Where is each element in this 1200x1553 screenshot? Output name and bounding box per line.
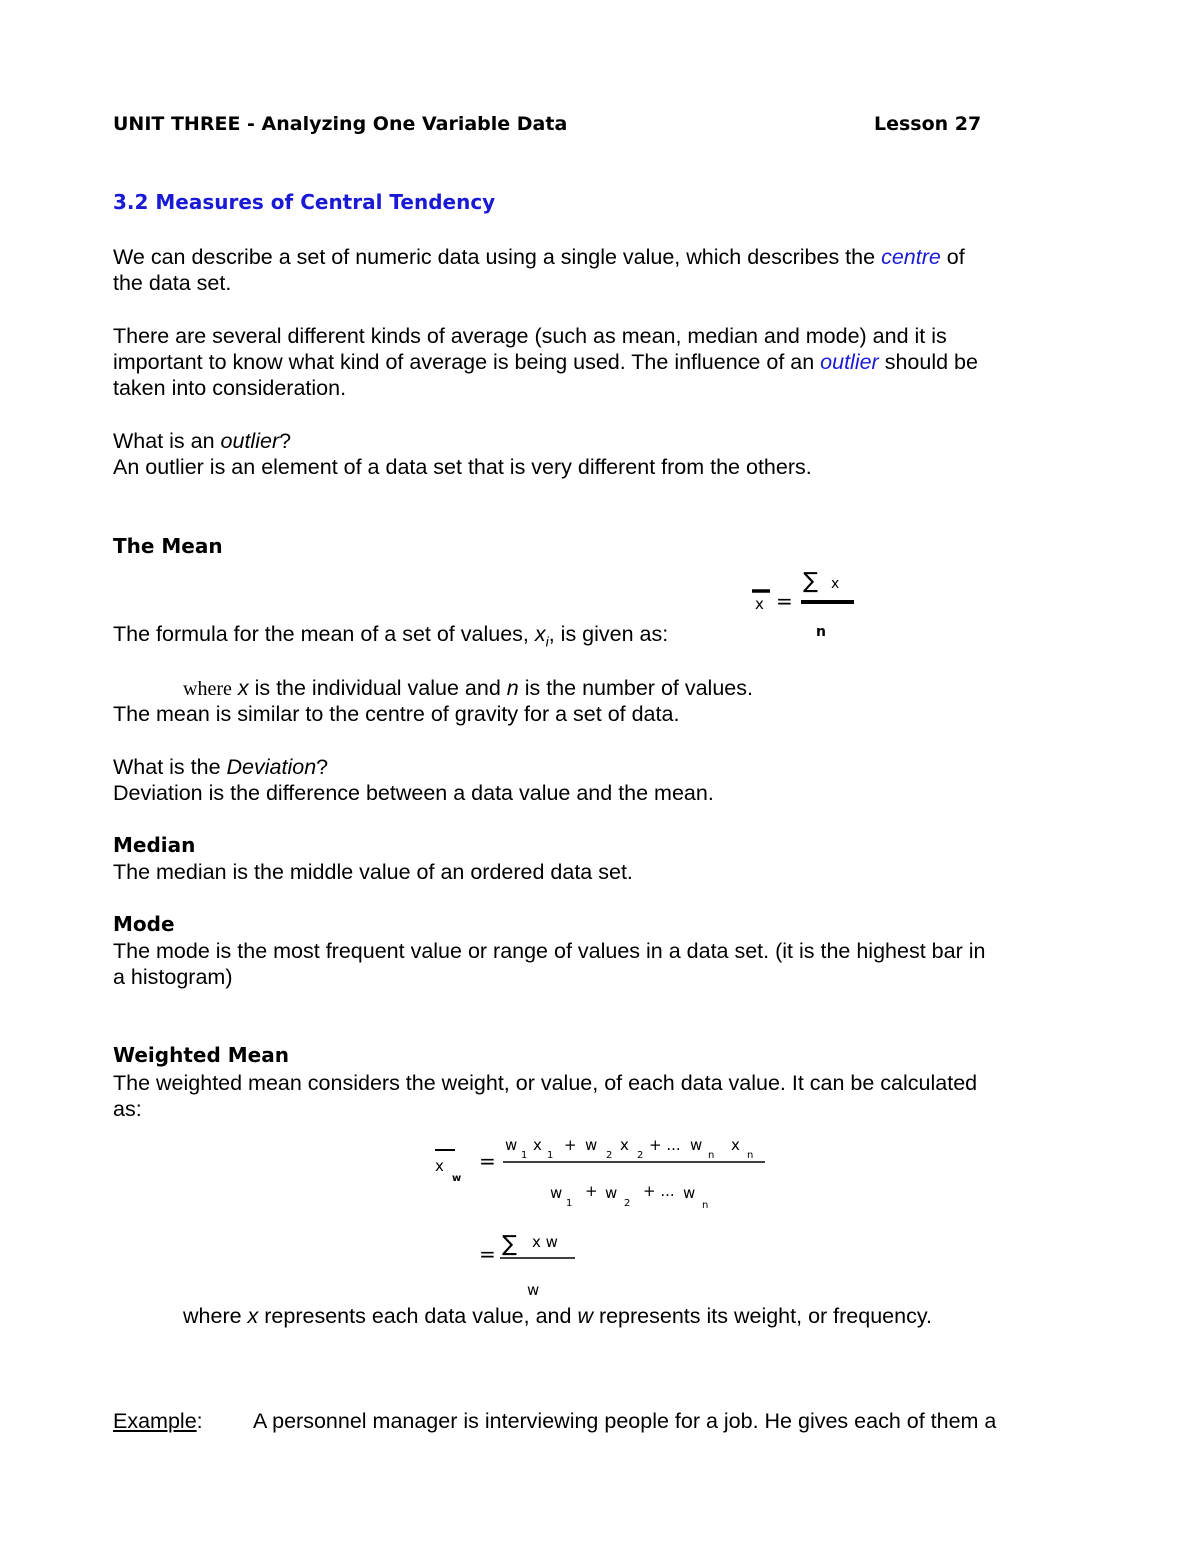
median-text: The median is the middle value of an ordered data set. xyxy=(113,860,633,884)
deviation-answer: Deviation is the difference between a data value and the mean. xyxy=(113,781,714,805)
text: is the number of values. xyxy=(518,676,753,700)
num-x1: x xyxy=(533,1136,542,1154)
example-colon: : xyxy=(196,1409,203,1433)
mode-text: a histogram) xyxy=(113,965,233,989)
den-plus-ellipsis: + ... xyxy=(643,1182,675,1200)
num-sub1: 1 xyxy=(521,1150,528,1161)
heading-median: Median xyxy=(113,833,196,857)
heading-weighted-mean: Weighted Mean xyxy=(113,1043,289,1067)
var-x: x xyxy=(534,622,546,646)
example-text: A personnel manager is interviewing people for a job. He gives each of them a xyxy=(253,1409,997,1433)
term-centre: centre xyxy=(881,245,941,269)
num-x2: x xyxy=(620,1136,629,1154)
text: where xyxy=(183,1304,248,1328)
sigma: ∑ xyxy=(803,569,818,594)
text: represents each data value, and xyxy=(258,1304,578,1328)
intro-line: the data set. xyxy=(113,271,232,295)
text: The formula for the mean of a set of values, xyxy=(113,622,535,646)
text: important to know what kind of average is being used. The influence of an xyxy=(113,350,821,374)
lesson-number: Lesson 27 xyxy=(874,113,982,135)
text: should be xyxy=(878,350,978,374)
equals-sign: = xyxy=(479,1149,496,1173)
unit-title: UNIT THREE - Analyzing One Variable Data xyxy=(113,113,568,135)
var-sub-i: i xyxy=(545,633,549,650)
text: of xyxy=(940,245,965,269)
den-wn: w xyxy=(683,1184,696,1202)
var-n: n xyxy=(506,676,519,700)
num-xn: x xyxy=(731,1136,740,1154)
num-sub2: 2 xyxy=(606,1150,613,1161)
mean-gravity-text: The mean is similar to the centre of gravity for a set of data. xyxy=(113,702,680,726)
deviation-question xyxy=(113,754,328,780)
where-word: where xyxy=(183,678,232,700)
denominator-n: n xyxy=(816,624,826,640)
num-subnb: n xyxy=(747,1150,754,1161)
text: ? xyxy=(316,755,329,779)
var-x: x xyxy=(247,1304,259,1328)
equals-sign: = xyxy=(479,1242,496,1266)
den-sub1: 1 xyxy=(566,1198,573,1209)
text: is the individual value and xyxy=(248,676,507,700)
mode-text: The mode is the most frequent value or range of values in a data set. (it is the highest bar in xyxy=(113,939,986,963)
text: What is an xyxy=(113,429,221,453)
text: We can describe a set of numeric data using a single value, which describes the xyxy=(113,245,882,269)
den-w2: w xyxy=(605,1184,618,1202)
weighted-where-text xyxy=(183,1303,932,1329)
equals-sign: = xyxy=(776,589,793,613)
den-w: w xyxy=(527,1281,540,1299)
var-x: x xyxy=(237,676,249,700)
mean-formula-text xyxy=(113,621,668,654)
intro-line xyxy=(113,349,978,375)
outlier-answer: An outlier is an element of a data set that is very different from the others. xyxy=(113,455,812,479)
num-wn: w xyxy=(690,1136,703,1154)
num-plus: + xyxy=(564,1136,577,1154)
mean-x: x xyxy=(435,1157,444,1175)
intro-line xyxy=(113,244,965,270)
num-subn: n xyxy=(708,1150,715,1161)
weighted-mean-formula xyxy=(425,1128,785,1303)
intro-line: There are several different kinds of average (such as mean, median and mode) and it is xyxy=(113,324,947,348)
term-deviation: Deviation xyxy=(226,755,317,779)
example-word: Example xyxy=(113,1409,197,1433)
mean-x: x xyxy=(755,595,764,613)
sum-xw: x w xyxy=(532,1233,558,1251)
section-title: 3.2 Measures of Central Tendency xyxy=(113,190,496,214)
num-sub1b: 1 xyxy=(547,1150,554,1161)
var-w: w xyxy=(577,1304,593,1328)
intro-line: taken into consideration. xyxy=(113,376,347,400)
mean-formula xyxy=(745,560,865,645)
example-label xyxy=(113,1408,203,1434)
den-sub2: 2 xyxy=(624,1198,631,1209)
mean-where-text xyxy=(183,675,753,702)
weighted-text: The weighted mean considers the weight, or value, of each data value. It can be calculated xyxy=(113,1071,978,1095)
text: , is given as: xyxy=(548,622,669,646)
sub-w: w xyxy=(452,1173,462,1184)
heading-mean: The Mean xyxy=(113,534,223,558)
den-plus: + xyxy=(585,1182,598,1200)
outlier-question xyxy=(113,428,291,454)
text: What is the xyxy=(113,755,227,779)
sum-x: x xyxy=(831,576,840,592)
num-plus-ellipsis: + ... xyxy=(649,1136,681,1154)
term-outlier: outlier xyxy=(220,429,280,453)
term-outlier: outlier xyxy=(820,350,879,374)
num-sub2b: 2 xyxy=(637,1150,644,1161)
heading-mode: Mode xyxy=(113,912,175,936)
den-subn: n xyxy=(702,1200,709,1211)
den-w1: w xyxy=(550,1184,563,1202)
num-w1: w xyxy=(505,1136,518,1154)
text: ? xyxy=(279,429,292,453)
num-w2: w xyxy=(585,1136,598,1154)
sigma: ∑ xyxy=(502,1232,517,1257)
text: represents its weight, or frequency. xyxy=(592,1304,932,1328)
weighted-text: as: xyxy=(113,1097,142,1121)
